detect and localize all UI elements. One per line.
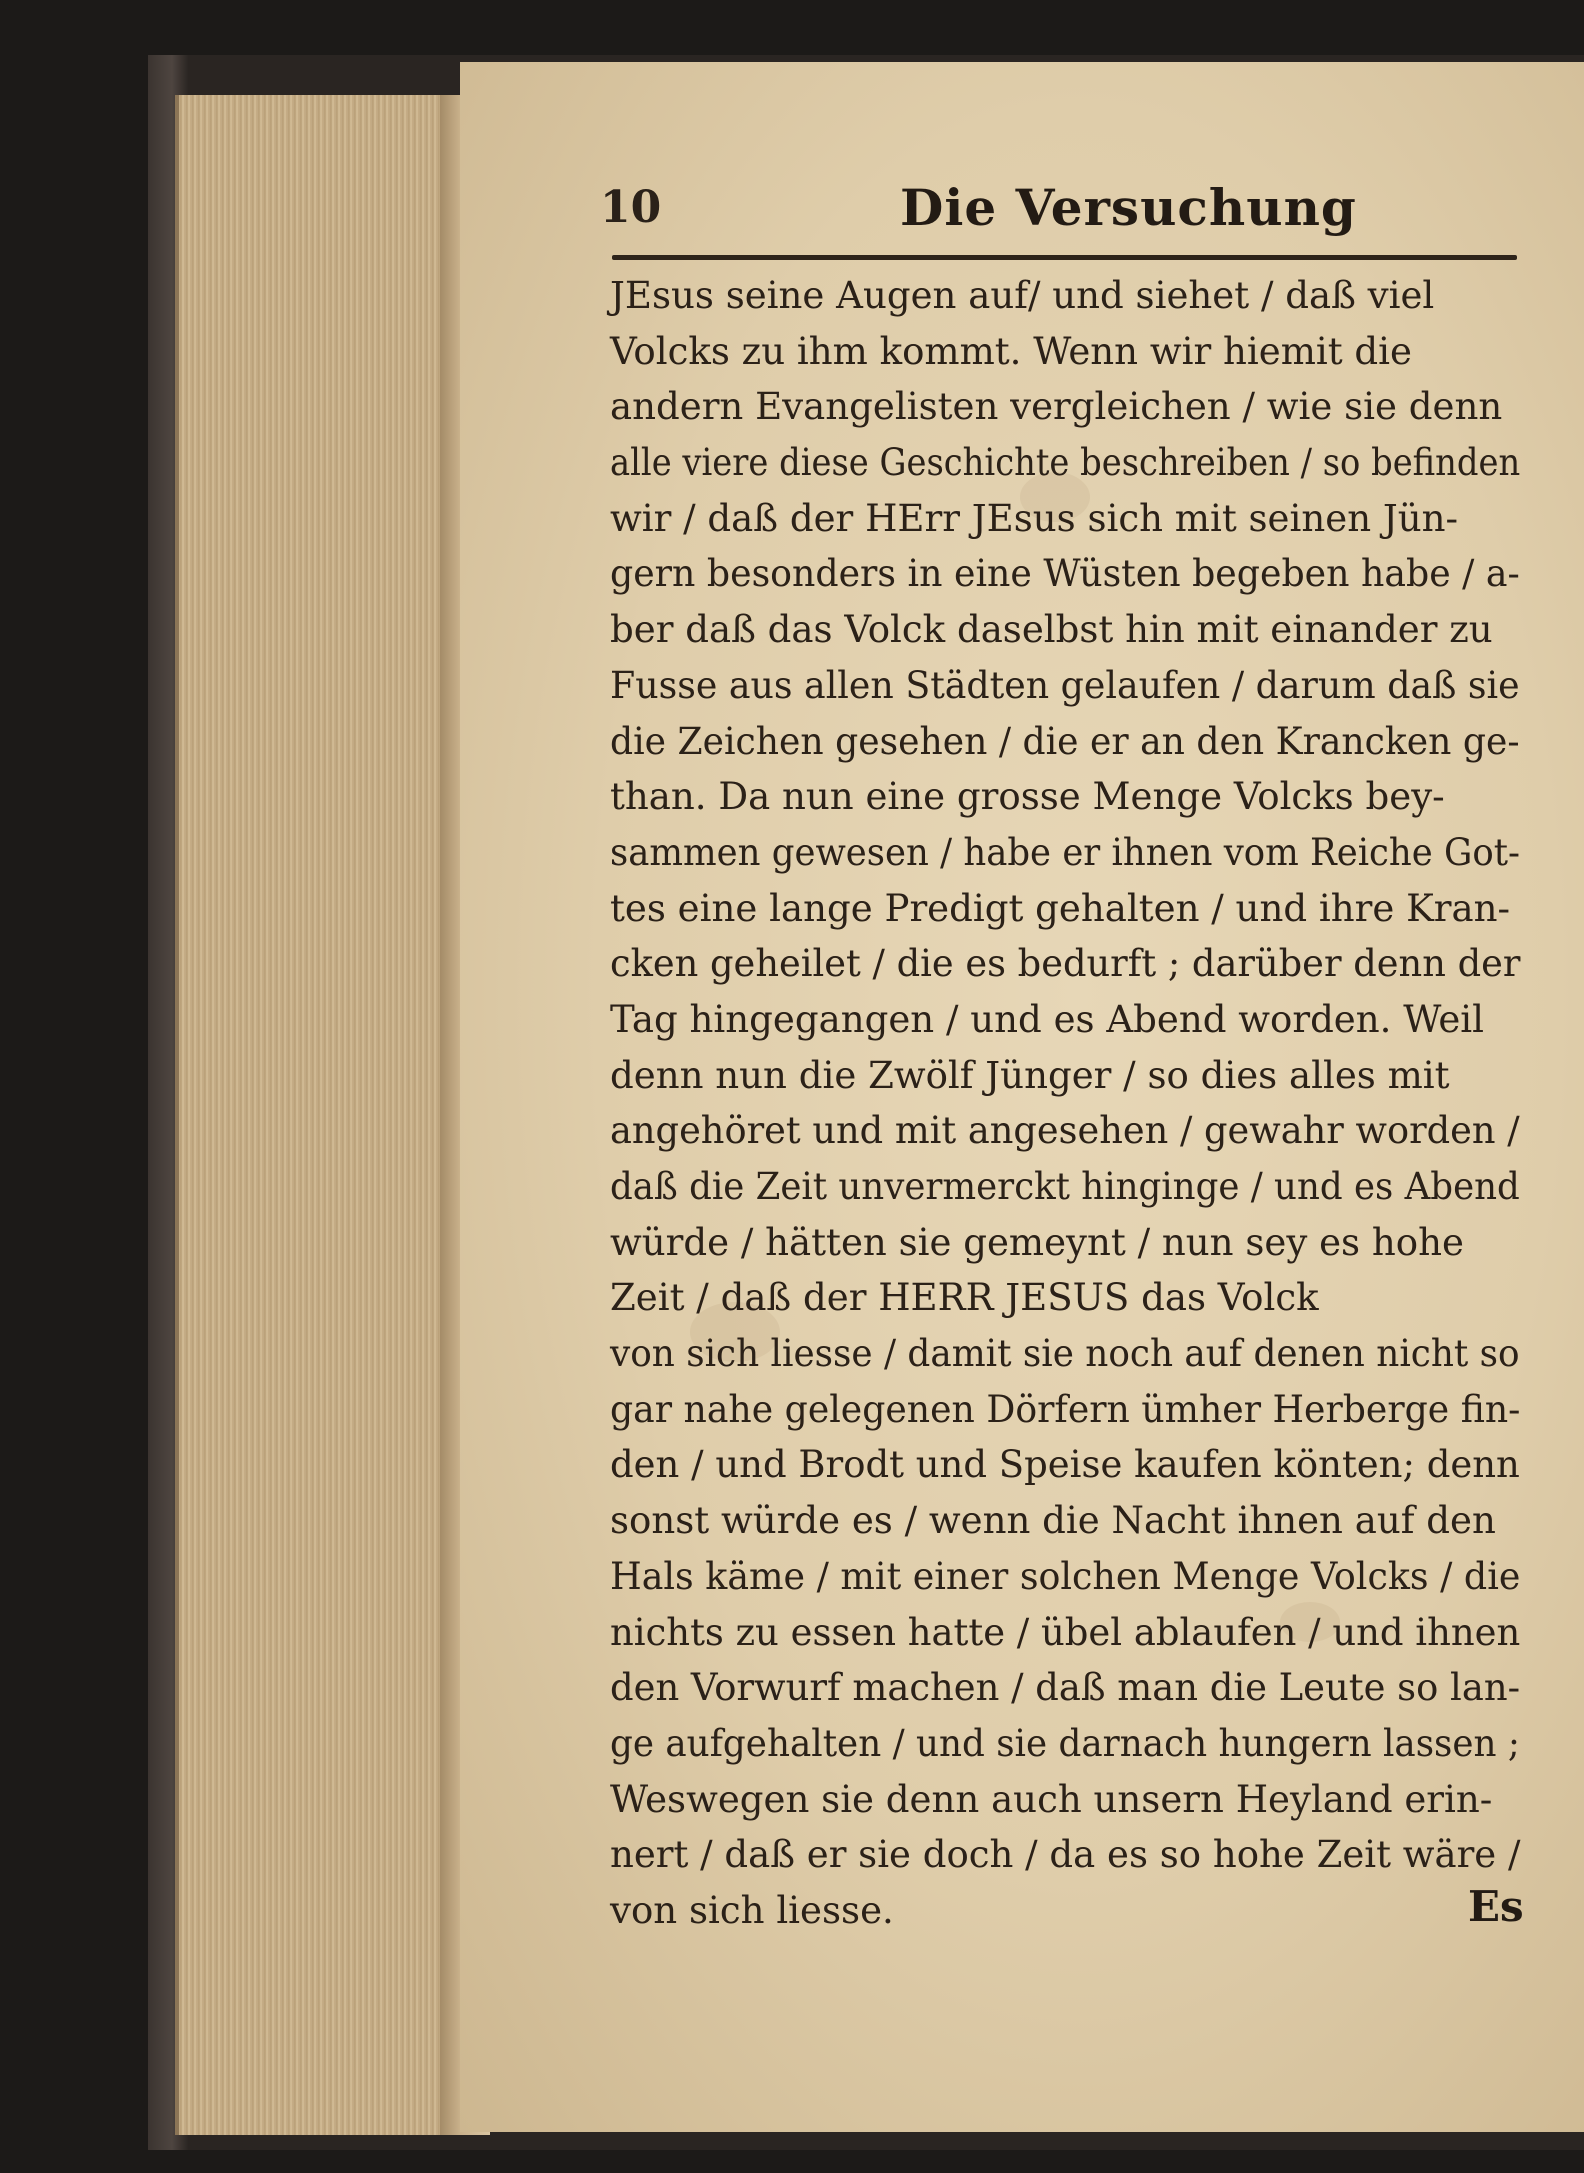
page-number: 10 [600, 182, 662, 233]
text-line: von sich liesse. [610, 1887, 894, 1932]
text-line: tes eine lange Predigt gehalten / und ihre Kran- [610, 885, 1511, 930]
text-line: gern besonders in eine Wüsten begeben habe / a- [610, 551, 1520, 596]
catchword: Es [1468, 1882, 1524, 1931]
text-line: nert / daß er sie doch / da es so hohe Zeit wäre / [610, 1832, 1521, 1877]
running-title: Die Versuchung [900, 178, 1357, 237]
text-line: than. Da nun eine grosse Menge Volcks bey- [610, 774, 1445, 819]
text-line: Fusse aus allen Städten gelaufen / darum daß sie [610, 662, 1520, 707]
text-line: denn nun die Zwölf Jünger / so dies alles mit [610, 1052, 1450, 1097]
text-line: den / und Brodt und Speise kaufen könten; denn [610, 1442, 1520, 1487]
text-line: Volcks zu ihm kommt. Wenn wir hiemit die [610, 328, 1412, 373]
body-text [610, 268, 1530, 1939]
text-line: sonst würde es / wenn die Nacht ihnen auf den [610, 1498, 1496, 1543]
header-rule [612, 255, 1517, 260]
text-line: andern Evangelisten vergleichen / wie sie denn [610, 384, 1503, 429]
text-line: würde / hätten sie gemeynt / nun sey es hohe [610, 1219, 1464, 1264]
text-line: ge aufgehalten / und sie darnach hungern lassen ; [610, 1720, 1520, 1765]
text-line: Weswegen sie denn auch unsern Heyland erin- [610, 1776, 1493, 1821]
text-line: Tag hingegangen / und es Abend worden. Weil [610, 996, 1485, 1041]
page-edges-stack [175, 95, 479, 2135]
text-line: JEsus seine Augen auf/ und siehet / daß viel [610, 273, 1435, 317]
text-line: cken geheilet / die es bedurft ; darüber denn der [610, 941, 1521, 986]
text-line: daß die Zeit unvermerckt hinginge / und es Abend [610, 1164, 1520, 1208]
text-line: ber daß das Volck daselbst hin mit einander zu [610, 607, 1493, 652]
text-line: sammen gewesen / habe er ihnen vom Reiche Got- [610, 829, 1520, 874]
text-line: alle viere diese Geschichte beschreiben / so befinden [610, 440, 1521, 485]
text-line: von sich liesse / damit sie noch auf denen nicht so [610, 1331, 1520, 1376]
text-line: die Zeichen gesehen / die er an den Krancken ge- [610, 718, 1520, 763]
text-line: angehöret und mit angesehen / gewahr worden / [610, 1108, 1520, 1153]
text-line: Hals käme / mit einer solchen Menge Volcks / die [610, 1553, 1521, 1598]
text-line: Zeit / daß der HERR JESUS das Volck [610, 1275, 1319, 1320]
running-head [600, 178, 1520, 248]
text-line: wir / daß der HErr JEsus sich mit seinen Jün- [610, 495, 1459, 540]
text-line: nichts zu essen hatte / übel ablaufen / und ihnen [610, 1609, 1521, 1654]
text-line: den Vorwurf machen / daß man die Leute so lan- [610, 1665, 1521, 1710]
text-line: gar nahe gelegenen Dörfern ümher Herberge fin- [610, 1386, 1521, 1431]
